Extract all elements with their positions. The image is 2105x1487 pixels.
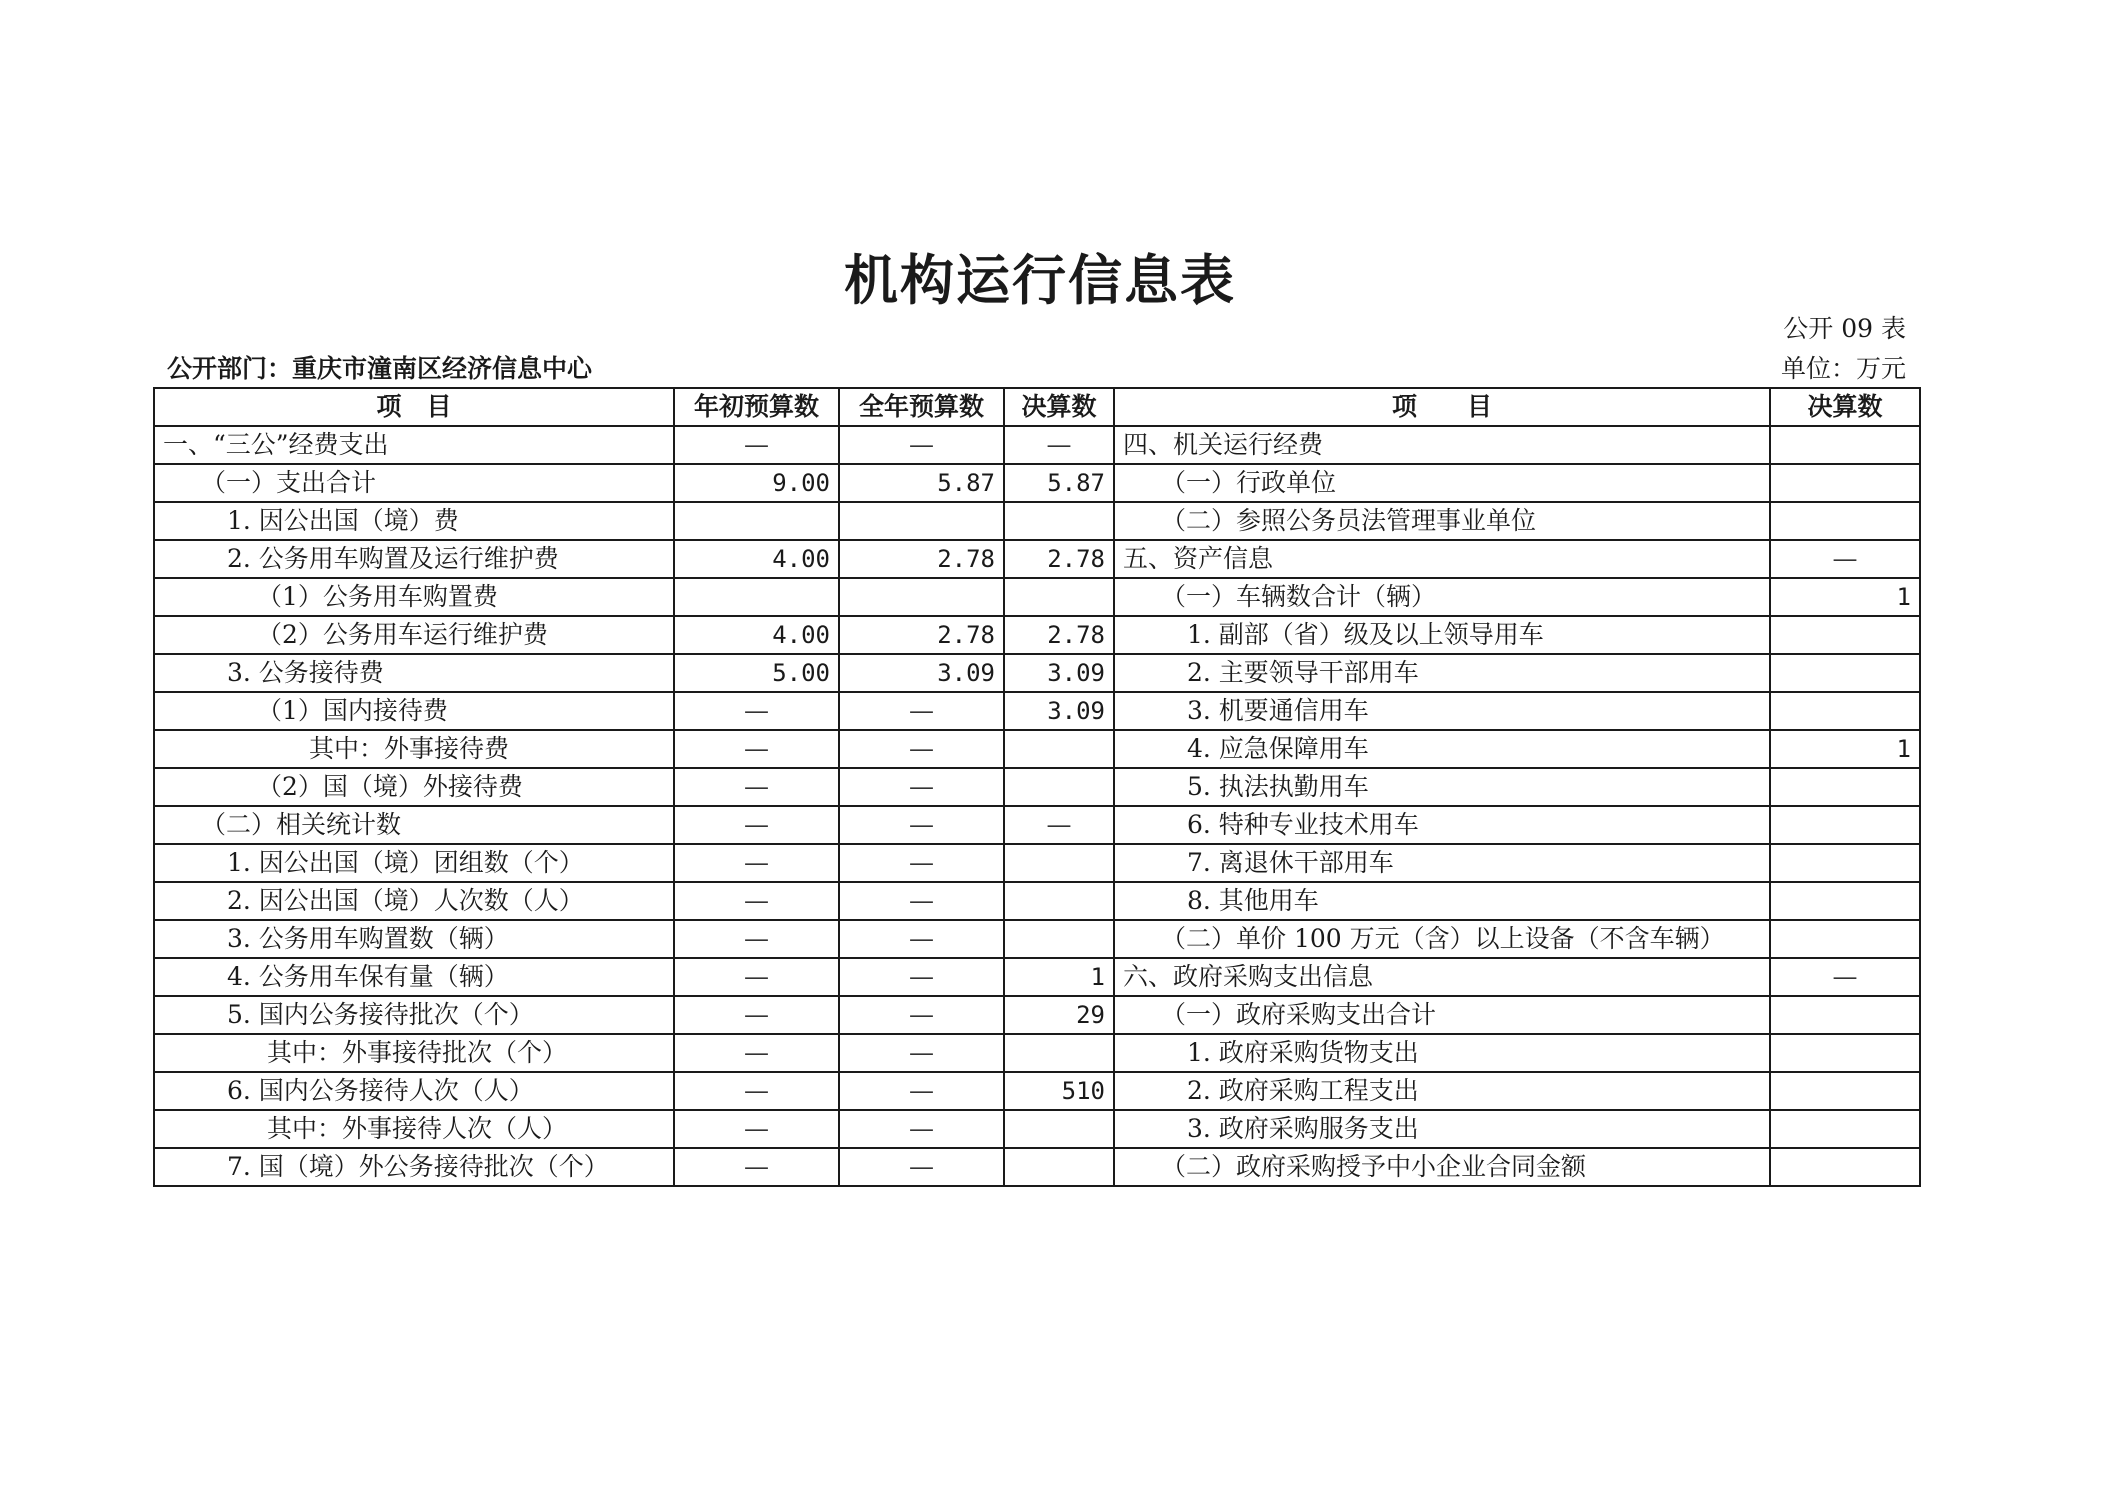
- full-year-budget-cell: —: [839, 844, 1004, 882]
- right-final-account-cell: [1770, 1072, 1920, 1110]
- left-item-cell: 6. 国内公务接待人次（人）: [154, 1072, 674, 1110]
- right-item-cell: 7. 离退休干部用车: [1114, 844, 1770, 882]
- initial-budget-cell: 9.00: [674, 464, 839, 502]
- full-year-budget-cell: —: [839, 730, 1004, 768]
- initial-budget-cell: —: [674, 730, 839, 768]
- header-final-account: 决算数: [1004, 388, 1114, 426]
- final-account-cell: 3.09: [1004, 692, 1114, 730]
- right-item-cell: 5. 执法执勤用车: [1114, 768, 1770, 806]
- right-final-account-cell: 1: [1770, 730, 1920, 768]
- right-item-cell: 2. 主要领导干部用车: [1114, 654, 1770, 692]
- left-item-cell: 其中：外事接待人次（人）: [154, 1110, 674, 1148]
- left-item-cell: 2. 因公出国（境）人次数（人）: [154, 882, 674, 920]
- header-full-year-budget: 全年预算数: [839, 388, 1004, 426]
- left-item-cell: （二）相关统计数: [154, 806, 674, 844]
- right-item-cell: （一）政府采购支出合计: [1114, 996, 1770, 1034]
- full-year-budget-cell: —: [839, 426, 1004, 464]
- right-final-account-cell: [1770, 1110, 1920, 1148]
- initial-budget-cell: —: [674, 1034, 839, 1072]
- page-title: 机构运行信息表: [844, 249, 1236, 312]
- initial-budget-cell: —: [674, 1072, 839, 1110]
- department-label: 公开部门：重庆市潼南区经济信息中心: [167, 354, 593, 383]
- initial-budget-cell: 5.00: [674, 654, 839, 692]
- initial-budget-cell: —: [674, 426, 839, 464]
- left-item-cell: （1）国内接待费: [154, 692, 674, 730]
- full-year-budget-cell: 5.87: [839, 464, 1004, 502]
- left-item-cell: 2. 公务用车购置及运行维护费: [154, 540, 674, 578]
- right-final-account-cell: [1770, 502, 1920, 540]
- right-final-account-cell: [1770, 654, 1920, 692]
- right-item-cell: 四、机关运行经费: [1114, 426, 1770, 464]
- form-code: 公开 09 表: [1783, 314, 1906, 343]
- initial-budget-cell: —: [674, 920, 839, 958]
- table-row: [154, 464, 1920, 502]
- table-row: [154, 1072, 1920, 1110]
- info-table: [153, 387, 1921, 1187]
- right-final-account-cell: [1770, 996, 1920, 1034]
- left-item-cell: 1. 因公出国（境）团组数（个）: [154, 844, 674, 882]
- table-row: [154, 882, 1920, 920]
- left-item-cell: 7. 国（境）外公务接待批次（个）: [154, 1148, 674, 1186]
- final-account-cell: [1004, 920, 1114, 958]
- final-account-cell: [1004, 1110, 1114, 1148]
- initial-budget-cell: [674, 502, 839, 540]
- final-account-cell: [1004, 578, 1114, 616]
- final-account-cell: [1004, 768, 1114, 806]
- right-item-cell: 4. 应急保障用车: [1114, 730, 1770, 768]
- initial-budget-cell: —: [674, 1148, 839, 1186]
- full-year-budget-cell: —: [839, 1110, 1004, 1148]
- table-row: [154, 1034, 1920, 1072]
- right-item-cell: （一）行政单位: [1114, 464, 1770, 502]
- right-item-cell: 1. 政府采购货物支出: [1114, 1034, 1770, 1072]
- full-year-budget-cell: —: [839, 1034, 1004, 1072]
- final-account-cell: 1: [1004, 958, 1114, 996]
- right-item-cell: 2. 政府采购工程支出: [1114, 1072, 1770, 1110]
- initial-budget-cell: —: [674, 958, 839, 996]
- initial-budget-cell: [674, 578, 839, 616]
- right-item-cell: 五、资产信息: [1114, 540, 1770, 578]
- initial-budget-cell: —: [674, 996, 839, 1034]
- full-year-budget-cell: —: [839, 882, 1004, 920]
- left-item-cell: （2）公务用车运行维护费: [154, 616, 674, 654]
- table-row: [154, 654, 1920, 692]
- left-item-cell: 3. 公务接待费: [154, 654, 674, 692]
- right-final-account-cell: [1770, 1034, 1920, 1072]
- full-year-budget-cell: —: [839, 768, 1004, 806]
- right-item-cell: 1. 副部（省）级及以上领导用车: [1114, 616, 1770, 654]
- left-item-cell: 其中：外事接待费: [154, 730, 674, 768]
- table-row: [154, 616, 1920, 654]
- right-final-account-cell: [1770, 692, 1920, 730]
- right-final-account-cell: —: [1770, 958, 1920, 996]
- right-item-cell: （二）政府采购授予中小企业合同金额: [1114, 1148, 1770, 1186]
- right-final-account-cell: [1770, 920, 1920, 958]
- final-account-cell: [1004, 730, 1114, 768]
- full-year-budget-cell: [839, 578, 1004, 616]
- final-account-cell: [1004, 1148, 1114, 1186]
- header-right-item: 项 目: [1114, 388, 1770, 426]
- left-item-cell: 其中：外事接待批次（个）: [154, 1034, 674, 1072]
- table-header-row: [154, 388, 1920, 426]
- initial-budget-cell: —: [674, 768, 839, 806]
- table-row: [154, 920, 1920, 958]
- left-item-cell: 1. 因公出国（境）费: [154, 502, 674, 540]
- right-final-account-cell: [1770, 882, 1920, 920]
- initial-budget-cell: 4.00: [674, 616, 839, 654]
- left-item-cell: 4. 公务用车保有量（辆）: [154, 958, 674, 996]
- left-item-cell: （一）支出合计: [154, 464, 674, 502]
- right-item-cell: 六、政府采购支出信息: [1114, 958, 1770, 996]
- right-item-cell: （一）车辆数合计（辆）: [1114, 578, 1770, 616]
- initial-budget-cell: 4.00: [674, 540, 839, 578]
- right-final-account-cell: [1770, 616, 1920, 654]
- final-account-cell: [1004, 882, 1114, 920]
- right-item-cell: （二）参照公务员法管理事业单位: [1114, 502, 1770, 540]
- right-item-cell: （二）单价 100 万元（含）以上设备（不含车辆）: [1114, 920, 1770, 958]
- final-account-cell: 2.78: [1004, 616, 1114, 654]
- table-row: [154, 426, 1920, 464]
- right-item-cell: 3. 政府采购服务支出: [1114, 1110, 1770, 1148]
- final-account-cell: 29: [1004, 996, 1114, 1034]
- table-row: [154, 958, 1920, 996]
- left-item-cell: （1）公务用车购置费: [154, 578, 674, 616]
- full-year-budget-cell: [839, 502, 1004, 540]
- header-initial-budget: 年初预算数: [674, 388, 839, 426]
- table-row: [154, 1110, 1920, 1148]
- initial-budget-cell: —: [674, 882, 839, 920]
- final-account-cell: [1004, 844, 1114, 882]
- final-account-cell: 2.78: [1004, 540, 1114, 578]
- left-item-cell: 3. 公务用车购置数（辆）: [154, 920, 674, 958]
- right-final-account-cell: [1770, 768, 1920, 806]
- full-year-budget-cell: 2.78: [839, 540, 1004, 578]
- final-account-cell: 3.09: [1004, 654, 1114, 692]
- right-item-cell: 3. 机要通信用车: [1114, 692, 1770, 730]
- full-year-budget-cell: —: [839, 920, 1004, 958]
- full-year-budget-cell: —: [839, 996, 1004, 1034]
- right-item-cell: 8. 其他用车: [1114, 882, 1770, 920]
- full-year-budget-cell: —: [839, 958, 1004, 996]
- initial-budget-cell: —: [674, 806, 839, 844]
- final-account-cell: 5.87: [1004, 464, 1114, 502]
- final-account-cell: [1004, 502, 1114, 540]
- header-right-final-account: 决算数: [1770, 388, 1920, 426]
- full-year-budget-cell: —: [839, 806, 1004, 844]
- right-final-account-cell: [1770, 1148, 1920, 1186]
- full-year-budget-cell: —: [839, 692, 1004, 730]
- initial-budget-cell: —: [674, 692, 839, 730]
- left-item-cell: （2）国（境）外接待费: [154, 768, 674, 806]
- final-account-cell: —: [1004, 806, 1114, 844]
- table-row: [154, 1148, 1920, 1186]
- left-item-cell: 5. 国内公务接待批次（个）: [154, 996, 674, 1034]
- initial-budget-cell: —: [674, 844, 839, 882]
- table-row: [154, 996, 1920, 1034]
- right-final-account-cell: [1770, 426, 1920, 464]
- right-final-account-cell: 1: [1770, 578, 1920, 616]
- right-final-account-cell: [1770, 806, 1920, 844]
- final-account-cell: —: [1004, 426, 1114, 464]
- table-row: [154, 502, 1920, 540]
- right-item-cell: 6. 特种专业技术用车: [1114, 806, 1770, 844]
- table-row: [154, 540, 1920, 578]
- full-year-budget-cell: —: [839, 1148, 1004, 1186]
- right-final-account-cell: [1770, 464, 1920, 502]
- right-final-account-cell: —: [1770, 540, 1920, 578]
- initial-budget-cell: —: [674, 1110, 839, 1148]
- final-account-cell: [1004, 1034, 1114, 1072]
- table-row: [154, 730, 1920, 768]
- table-row: [154, 578, 1920, 616]
- full-year-budget-cell: —: [839, 1072, 1004, 1110]
- left-item-cell: 一、“三公”经费支出: [154, 426, 674, 464]
- full-year-budget-cell: 3.09: [839, 654, 1004, 692]
- table-row: [154, 806, 1920, 844]
- table-row: [154, 844, 1920, 882]
- header-left-item: 项 目: [154, 388, 674, 426]
- right-final-account-cell: [1770, 844, 1920, 882]
- table-row: [154, 692, 1920, 730]
- table-row: [154, 768, 1920, 806]
- final-account-cell: 510: [1004, 1072, 1114, 1110]
- unit-label: 单位：万元: [1780, 354, 1906, 383]
- full-year-budget-cell: 2.78: [839, 616, 1004, 654]
